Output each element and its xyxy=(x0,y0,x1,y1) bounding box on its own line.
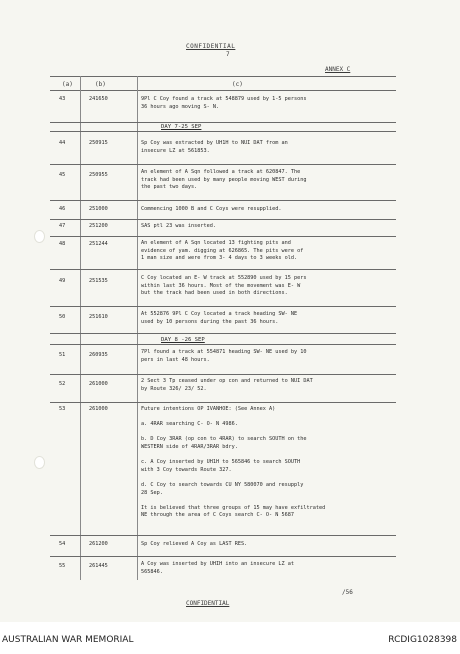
credit-bar xyxy=(0,622,460,654)
log-entry xyxy=(50,223,396,236)
entry-time: 261200 xyxy=(89,541,108,547)
row-rule xyxy=(50,164,396,165)
entry-time: 250955 xyxy=(89,172,108,178)
institution-credit: AUSTRALIAN WAR MEMORIAL xyxy=(2,635,134,645)
entry-number: 46 xyxy=(59,206,66,212)
row-rule xyxy=(50,269,396,270)
entry-number: 43 xyxy=(59,96,66,102)
entry-text: A Coy was inserted by UHIH into an insecure LZ at 565846. xyxy=(141,561,295,575)
log-entry xyxy=(50,136,396,164)
punch-hole xyxy=(34,456,45,469)
entry-number: 52 xyxy=(59,381,66,387)
day-heading: DAY 7-25 SEP xyxy=(161,124,202,130)
log-entry xyxy=(50,541,396,554)
row-rule xyxy=(50,333,396,334)
row-rule xyxy=(50,200,396,201)
entry-time: 250915 xyxy=(89,140,108,146)
entry-text: An element of A Sqn followed a track at 620847. The track had been used by many people moving WEST during the past two days. xyxy=(141,169,307,191)
entry-time: 261000 xyxy=(89,381,108,387)
page-reference: /56 xyxy=(342,589,353,596)
entry-number: 54 xyxy=(59,541,66,547)
row-rule xyxy=(50,236,396,237)
row-rule xyxy=(50,219,396,220)
entry-time: 260935 xyxy=(89,352,108,358)
log-entry xyxy=(50,96,396,122)
entry-number: 51 xyxy=(59,352,66,358)
record-id: RCDIG1028398 xyxy=(388,635,457,645)
entry-text: 7Pl found a track at 554871 heading SW- NE used by 10 pers in last 48 hours. xyxy=(141,349,307,363)
row-rule xyxy=(50,131,396,132)
entry-text: Sp Coy relieved A Coy as LAST RES. xyxy=(141,541,248,547)
entry-number: 45 xyxy=(59,172,66,178)
entry-text: Future intentions OP IVANHOE: (See Annex A) a. 4RAR searching C- O- N 4986. b. D Coy 3RAR (op con to 4RAR) to search SOUTH on the WESTERN side of 4RAR/3RAR bdry. c. A Coy inserted by UH1H to 565846 to search SOUTH with 3 Coy towards Route 327. d. C Coy to search towards CU NY 580070 and resupply 28 Sep. It is believed that three groups of 15 may have exfiltrated NE through the area of C Coys search C- O- N 5687 xyxy=(141,406,326,519)
entry-time: 261445 xyxy=(89,563,108,569)
column-header-c: (c) xyxy=(232,81,243,88)
row-rule xyxy=(50,402,396,403)
entry-number: 53 xyxy=(59,406,66,412)
entry-time: 241650 xyxy=(89,96,108,102)
entry-text: Sp Coy was extracted by UH1H to NUI DAT from an insecure LZ at 561853. xyxy=(141,140,288,154)
entry-number: 48 xyxy=(59,241,66,247)
entry-time: 251200 xyxy=(89,223,108,229)
log-entry xyxy=(50,406,396,532)
log-entry xyxy=(50,349,396,371)
row-rule xyxy=(50,374,396,375)
entry-number: 44 xyxy=(59,140,66,146)
entry-number: 49 xyxy=(59,278,66,284)
log-entry xyxy=(50,378,396,400)
entry-text: SAS ptl 23 was inserted. xyxy=(141,223,216,229)
row-rule xyxy=(50,122,396,123)
entry-text: At 552876 9Pl C Coy located a track heading SW- NE used by 10 persons during the past 36 hours. xyxy=(141,311,298,325)
entry-time: 251000 xyxy=(89,206,108,212)
row-rule xyxy=(50,344,396,345)
log-entry xyxy=(50,275,396,305)
entry-text: C Coy located an E- W track at 552890 used by 15 pers within last 36 hours. Most of the movement was E- W but the track had been used in both directions. xyxy=(141,275,307,297)
log-entry xyxy=(50,311,396,331)
annex-label: ANNEX C xyxy=(325,66,351,73)
row-rule xyxy=(50,306,396,307)
page-number: 7 xyxy=(226,51,230,58)
entry-text: Commencing 1000 B and C Coys were resupplied. xyxy=(141,206,282,212)
entry-text: 2 Sect 3 Tp ceased under op con and returned to NUI DAT by Route 326/ 23/ 52. xyxy=(141,378,313,392)
classification-header: CONFIDENTIAL xyxy=(186,43,236,50)
entry-number: 55 xyxy=(59,563,66,569)
log-entry xyxy=(50,561,396,579)
row-rule xyxy=(50,556,396,557)
entry-text: 9Pl C Coy found a track at 548879 used by 1-5 persons 36 hours ago moving S- N. xyxy=(141,96,307,110)
entry-time: 251535 xyxy=(89,278,108,284)
column-header-a: (a) xyxy=(62,81,73,88)
entry-time: 251244 xyxy=(89,241,108,247)
log-entry xyxy=(50,168,396,198)
table-top-rule xyxy=(50,76,396,77)
header-rule xyxy=(50,90,396,91)
entry-text: An element of A Sqn located 13 fighting pits and evidence of yam. digging at 626865. The pits were of 1 man size and were from 3- 4 days to 3 weeks old. xyxy=(141,240,304,262)
row-rule xyxy=(50,535,396,536)
entry-number: 50 xyxy=(59,314,66,320)
entry-time: 251610 xyxy=(89,314,108,320)
punch-hole xyxy=(34,230,45,243)
entry-time: 261000 xyxy=(89,406,108,412)
day-heading: DAY 8 -26 SEP xyxy=(161,337,205,343)
classification-footer: CONFIDENTIAL xyxy=(186,600,230,607)
column-header-b: (b) xyxy=(95,81,106,88)
log-entry xyxy=(50,206,396,219)
log-entry xyxy=(50,240,396,268)
entry-number: 47 xyxy=(59,223,66,229)
